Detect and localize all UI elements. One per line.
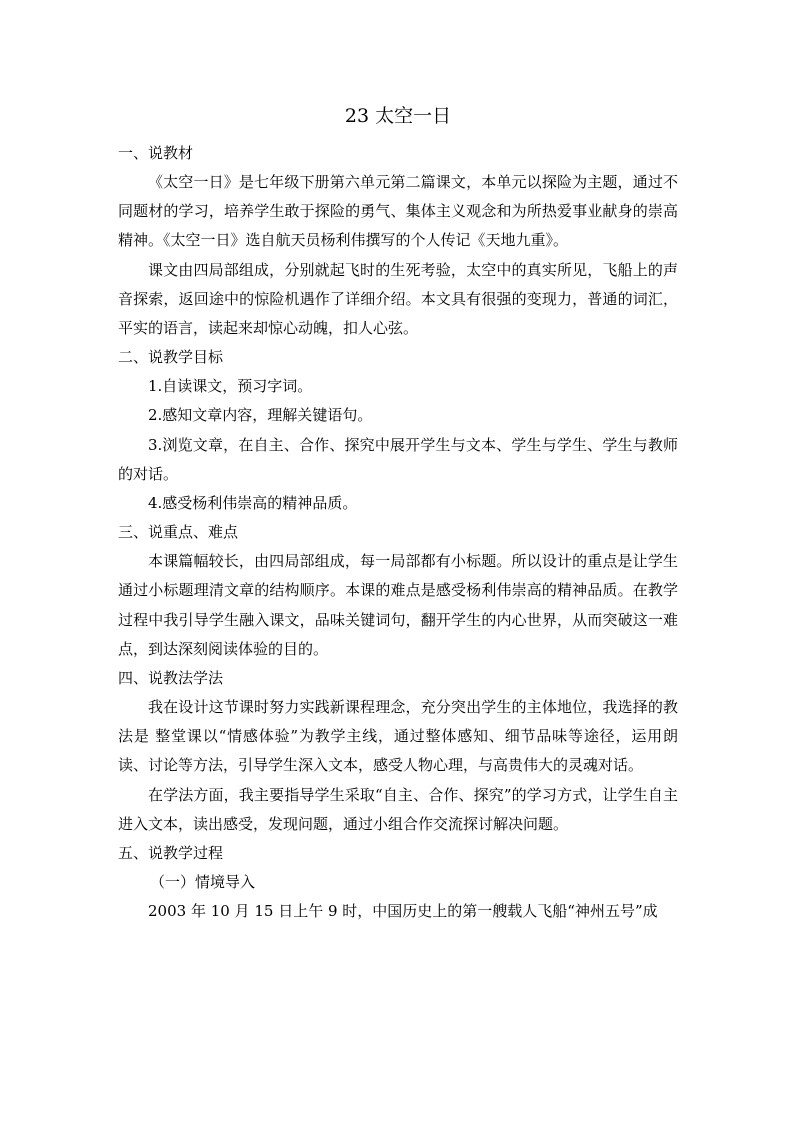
section-heading: 四、说教法学法 bbox=[118, 669, 224, 688]
paragraph: 2003 年 10 月 15 日上午 9 时，中国历史上的第一艘载人飞船“神州五号”成 bbox=[148, 902, 658, 921]
section-heading: 二、说教学目标 bbox=[118, 348, 224, 367]
paragraph: 本课篇幅较长，由四局部组成，每一局部都有小标题。所以设计的重点是让学生通过小标题理清文章的结构顺序。本课的难点是感受杨利伟崇高的精神品质。在教学过程中我引导学生融入课文，品味关键词句，翻开学生的内心世界，从而突破这一难点，到达深刻阅读体验的目的。 bbox=[118, 552, 678, 658]
document-title: 23 太空一日 bbox=[344, 105, 452, 127]
subsection-heading: （一）情境导入 bbox=[150, 873, 256, 892]
paragraph: 我在设计这节课时努力实践新课程理念，充分突出学生的主体地位，我选择的教法是 整堂课以“情感体验”为教学主线，通过整体感知、细节品味等途径，运用朗读、讨论等方法，引导学生深入文本，感受人物心理，与高贵伟大的灵魂对话。 bbox=[118, 698, 678, 775]
paragraph: 课文由四局部组成，分别就起飞时的生死考验，太空中的真实所见，飞船上的声音探索，返回途中的惊险机遇作了详细介绍。本文具有很强的变现力，普通的词汇，平实的语言，读起来却惊心动魄，扣人心弦。 bbox=[118, 260, 678, 338]
section-heading: 一、说教材 bbox=[118, 144, 194, 162]
objective-item: 4.感受杨利伟崇高的精神品质。 bbox=[148, 494, 358, 513]
objective-item: 2.感知文章内容，理解关键语句。 bbox=[148, 406, 373, 425]
paragraph: 《太空一日》是七年级下册第六单元第二篇课文，本单元以探险为主题，通过不同题材的学习，培养学生敢于探险的勇气、集体主义观念和为所热爱事业献身的崇高精神。《太空一日》选自航天员杨利伟撰写的个人传记《天地九重》。 bbox=[118, 173, 678, 250]
document-page bbox=[118, 100, 678, 926]
section-heading: 三、说重点、难点 bbox=[118, 523, 239, 542]
paragraph: 在学法方面，我主要指导学生采取“自主、合作、探究”的学习方式，让学生自主进入文本，读出感受，发现问题，通过小组合作交流探讨解决问题。 bbox=[118, 785, 678, 833]
objective-item: 3.浏览文章，在自主、合作、探究中展开学生与文本、学生与学生、学生与教师的对话。 bbox=[118, 435, 678, 483]
objective-item: 1.自读课文，预习字词。 bbox=[148, 377, 313, 396]
section-heading: 五、说教学过程 bbox=[118, 844, 224, 863]
